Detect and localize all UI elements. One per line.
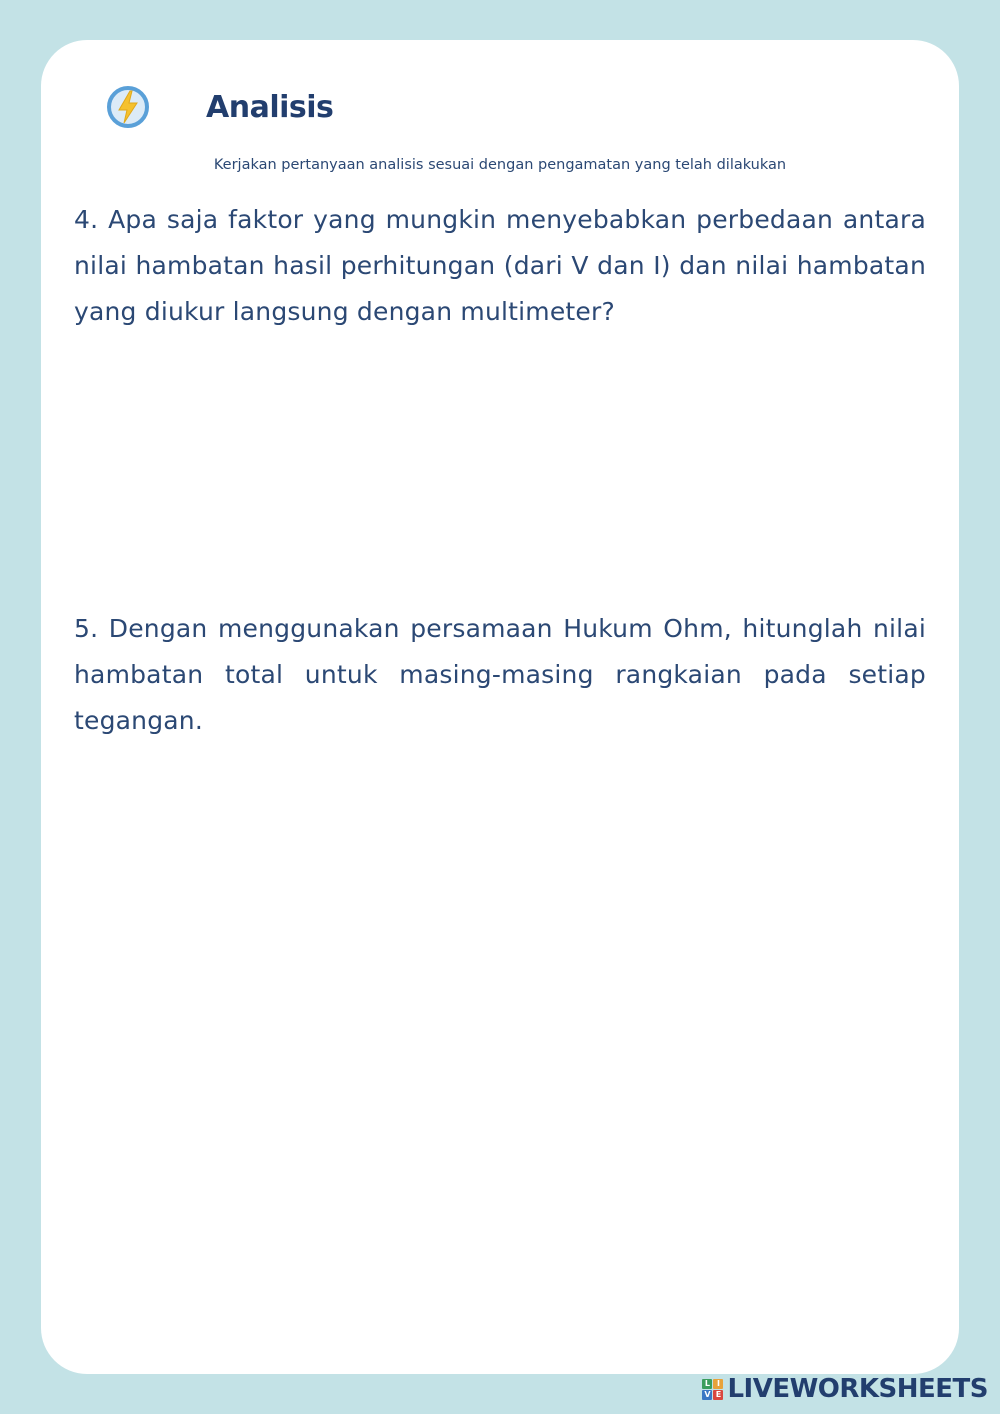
logo-letter-i: I [713,1379,723,1389]
section-title: Analisis [206,90,334,125]
logo-letter-v: V [704,1389,711,1399]
logo-letter-l: L [702,1379,712,1389]
lightning-bolt-icon [106,85,150,129]
logo-text: LIVEWORKSHEETS [727,1374,988,1404]
section-instructions: Kerjakan pertanyaan analisis sesuai dengan pengamatan yang telah dilakukan [213,157,787,173]
liveworksheets-logo-icon [702,1379,723,1400]
question-5: 5. Dengan menggunakan persamaan Hukum Ohm, hitunglah nilai hambatan total untuk masing-masing rangkaian pada setiap tegangan. [74,614,926,735]
liveworksheets-logo [702,1374,988,1404]
question-4: 4. Apa saja faktor yang mungkin menyebabkan perbedaan antara nilai hambatan hasil perhitungan (dari V dan I) dan nilai hambatan yang diukur langsung dengan multimeter? [74,205,926,326]
logo-letter-e: E [713,1390,723,1400]
